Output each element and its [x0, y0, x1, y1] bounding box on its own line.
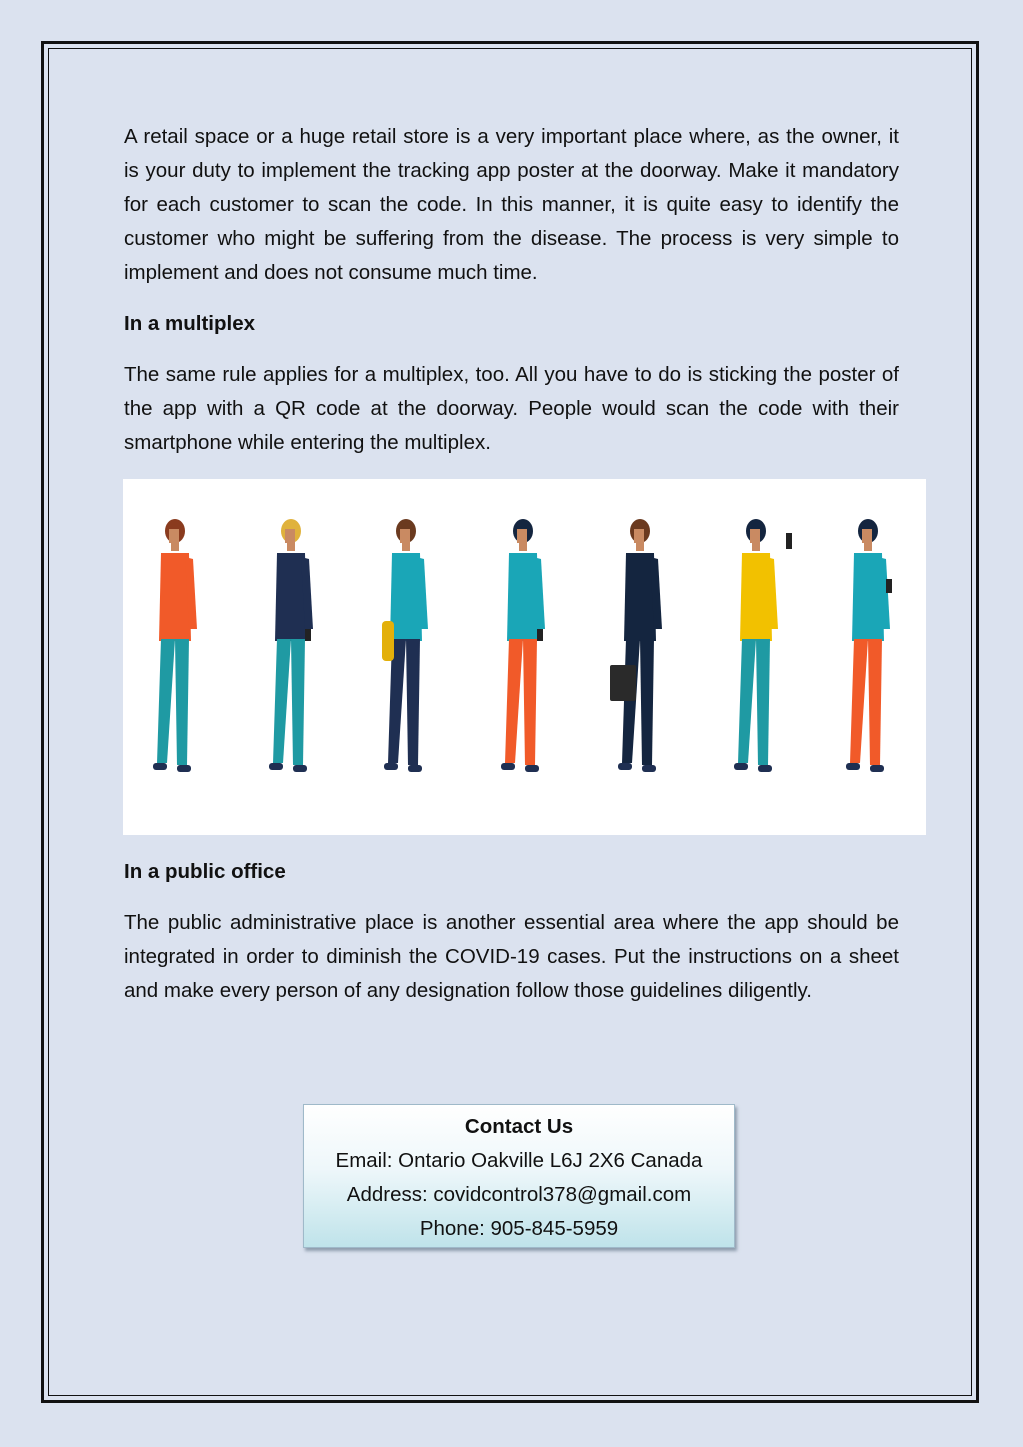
phone-icon [537, 629, 543, 641]
person-leg-right [756, 639, 770, 765]
person-leg-left [505, 639, 523, 763]
person-leg-right [406, 639, 420, 765]
person-shoe [501, 763, 515, 770]
multiplex-heading: In a multiplex [124, 312, 255, 335]
person-leg-right [175, 639, 189, 765]
public-office-paragraph: The public administrative place is another essential area where the app should be integrated in order to diminish the COVID-19 cases. Put the instructions on a sheet and make every person of any designation follow those guidelines diligently. [124, 911, 899, 1002]
contact-address: Address: covidcontrol378@gmail.com [346, 1183, 692, 1206]
person-shoe [153, 763, 167, 770]
person-face [750, 529, 760, 543]
person-face [285, 529, 295, 543]
person-figure [610, 519, 662, 772]
person-face [400, 529, 410, 543]
public-office-section [124, 855, 899, 1025]
person-shoe [525, 765, 539, 772]
person-shoe [758, 765, 772, 772]
person-shoe [384, 763, 398, 770]
intro-section [124, 120, 899, 477]
multiplex-paragraph: The same rule applies for a multiplex, too. All you have to do is sticking the poster of the app with a QR code at the doorway. People would scan the code with their smartphone while entering the multiplex. [124, 363, 899, 454]
person-leg-right [291, 639, 305, 765]
people-walking-illustration [123, 479, 926, 835]
contact-phone: Phone: 905-845-5959 [419, 1217, 619, 1240]
person-figure [269, 519, 313, 772]
person-shoe [618, 763, 632, 770]
person-face [862, 529, 872, 543]
person-shoe [870, 765, 884, 772]
person-neck [287, 543, 295, 551]
person-figure [382, 519, 428, 772]
person-neck [752, 543, 760, 551]
contact-title: Contact Us [464, 1115, 574, 1138]
contact-box [303, 1104, 735, 1248]
person-leg-right [523, 639, 537, 765]
person-leg-right [868, 639, 882, 765]
public-office-heading: In a public office [124, 860, 286, 883]
people-svg [123, 479, 926, 835]
person-shoe [642, 765, 656, 772]
person-leg-right [640, 639, 654, 765]
person-shoe [269, 763, 283, 770]
phone-icon [786, 533, 792, 549]
phone-icon [886, 579, 892, 593]
person-leg-left [273, 639, 291, 763]
person-face [634, 529, 644, 543]
person-figure [734, 519, 792, 772]
person-leg-left [738, 639, 756, 763]
person-shoe [846, 763, 860, 770]
person-shoe [408, 765, 422, 772]
person-neck [864, 543, 872, 551]
person-leg-left [157, 639, 175, 763]
person-neck [402, 543, 410, 551]
person-shoe [734, 763, 748, 770]
bag-icon [382, 621, 394, 661]
person-neck [519, 543, 527, 551]
person-figure [501, 519, 545, 772]
person-neck [171, 543, 179, 551]
person-shoe [177, 765, 191, 772]
person-neck [636, 543, 644, 551]
phone-icon [305, 629, 311, 641]
person-face [517, 529, 527, 543]
person-figure [153, 519, 197, 772]
person-leg-left [850, 639, 868, 763]
contact-email: Email: Ontario Oakville L6J 2X6 Canada [335, 1149, 703, 1172]
person-shoe [293, 765, 307, 772]
intro-paragraph: A retail space or a huge retail store is a very important place where, as the owner, it is your duty to implement the tracking app poster at the doorway. Make it mandatory for each customer to scan the code. In this manner, it is quite easy to identify the customer who might be suffering from the disease. The process is very simple to implement and does not consume much time. [124, 125, 899, 284]
person-face [169, 529, 179, 543]
briefcase-icon [610, 665, 636, 701]
person-figure [846, 519, 892, 772]
